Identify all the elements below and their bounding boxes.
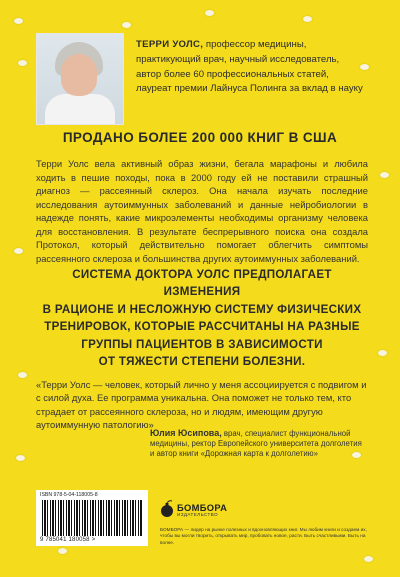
- system-pitch: [36, 266, 368, 370]
- attribution-line1: врач, специалист функциональной: [221, 429, 351, 438]
- author-photo: [36, 33, 124, 125]
- publisher-logo: [160, 500, 240, 520]
- photo-face: [61, 54, 97, 96]
- barcode-bars: [42, 500, 142, 536]
- pill-decoration: [58, 548, 67, 554]
- story-paragraph: Терри Уолс вела активный образ жизни, бегала марафоны и любила ходить в пешие походы, пока в 2000 году ей не поставили страшный диагноз — рассеянный склероз. Она начала изучать последние исследования аутоиммунных заболеваний и данные нейробиологии в надежде понять, какие микроэлементы необходимы организму человека для восстановления. В результате беспрерывного поиска она создала Протокол, который действительно помогает облегчить симптомы рассеянного склероза и большинства других аутоиммунных заболеваний.: [36, 158, 368, 264]
- publisher-sub: ИЗДАТЕЛЬСТВО: [177, 512, 218, 517]
- pitch-line: В РАЦИОНЕ И НЕСЛОЖНУЮ СИСТЕМУ ФИЗИЧЕСКИХ: [42, 302, 362, 316]
- attribution-line2: медицины, ректор Европейского университета долголетия: [150, 439, 362, 449]
- author-line2: практикующий врач, научный исследователь,: [136, 53, 340, 65]
- pill-decoration: [380, 172, 389, 178]
- pill-decoration: [122, 22, 131, 28]
- pill-decoration: [303, 16, 312, 22]
- pill-decoration: [18, 60, 27, 66]
- pill-decoration: [378, 350, 387, 356]
- pitch-line: ГРУППЫ ПАЦИЕНТОВ В ЗАВИСИМОСТИ: [81, 337, 323, 351]
- pitch-line: ТРЕНИРОВОК, КОТОРЫЕ РАССЧИТАНЫ НА РАЗНЫЕ: [44, 320, 360, 334]
- photo-coat: [45, 94, 115, 125]
- pill-decoration: [364, 556, 373, 562]
- publisher-about: БОМБОРА — лидер на рынке полезных и вдохновляющих книг. Мы любим книги и создаем их, чтобы вы могли творить, открывать мир, пробовать новое, расти. Быть счастливыми. Быть на волне.: [160, 527, 367, 545]
- pill-decoration: [18, 372, 27, 378]
- testimonial-quote: «Терри Уолс — человек, который лично у меня ассоциируется с подвигом и с силой духа. Ее программа уникальна. Она поможет не только тем, кто страдает от рассеянного склероза, но и людям, имеющим другую аутоиммунную патологию»: [36, 379, 367, 430]
- author-line3: автор более 60 профессиональных статей,: [136, 68, 329, 80]
- author-name: ТЕРРИ УОЛС,: [136, 39, 204, 50]
- author-line1: профессор медицины,: [203, 39, 307, 50]
- pill-decoration: [14, 18, 23, 24]
- isbn-barcode: [36, 490, 148, 546]
- author-bio: [136, 38, 386, 97]
- pitch-line: СИСТЕМА ДОКТОРА УОЛС ПРЕДПОЛАГАЕТ ИЗМЕНЕНИЯ: [72, 268, 332, 299]
- sales-headline: ПРОДАНО БОЛЕЕ 200 000 КНИГ В США: [62, 130, 338, 145]
- bomb-icon: [160, 500, 174, 518]
- attribution-line3: и автор книги «Дорожная карта к долголетию»: [150, 449, 318, 459]
- publisher-name: БОМБОРА: [177, 502, 228, 513]
- author-line4: лауреат премии Лайнуса Полинга за вклад в науку: [136, 83, 363, 95]
- pill-decoration: [205, 10, 214, 16]
- pill-decoration: [16, 455, 25, 461]
- attribution-name: Юлия Юсипова,: [150, 428, 222, 438]
- quote-attribution: [150, 428, 375, 460]
- pill-decoration: [14, 248, 23, 254]
- pitch-line: ОТ ТЯЖЕСТИ СТЕПЕНИ БОЛЕЗНИ.: [98, 355, 306, 369]
- isbn-text: ISBN 978-5-04-118005-8: [40, 492, 98, 498]
- barcode-digits: 9 785041 180058 >: [40, 537, 96, 543]
